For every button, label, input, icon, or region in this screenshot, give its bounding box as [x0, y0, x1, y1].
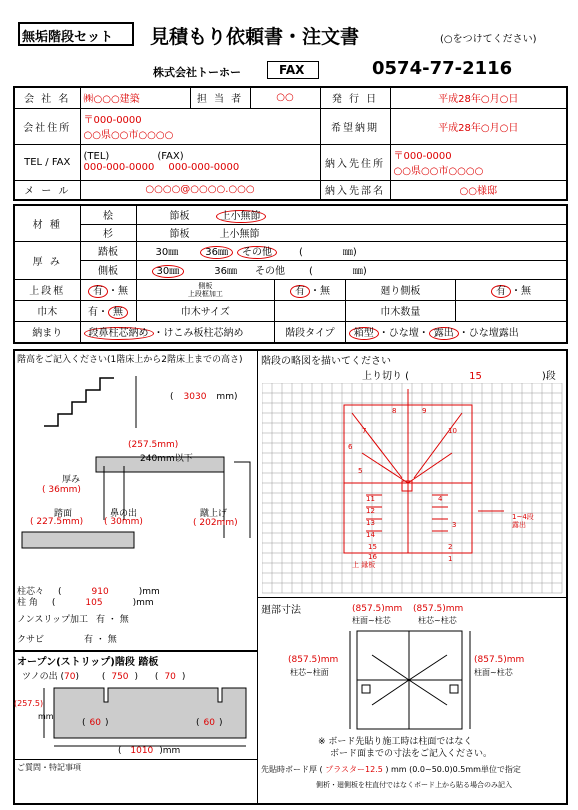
note1: ※ ボード先貼り施工時は柱面ではなく — [318, 737, 473, 747]
t36-a: 36㎜ — [200, 246, 233, 259]
nonslip-opts: 有 ・ 無 — [96, 615, 129, 625]
sonota-b: その他 — [254, 266, 285, 277]
width-value: 1010 — [130, 746, 154, 756]
dot-7: ・ — [418, 328, 429, 340]
t30-b: 30㎜ — [152, 265, 185, 278]
t36-b: 36㎜ — [214, 266, 237, 277]
tsuno-row[interactable]: ツノの出 (70) ( 750 ) ( 70 ) — [22, 672, 186, 682]
paren-h: ( — [170, 392, 174, 402]
type-roshutsu: 露出 — [429, 327, 459, 340]
type-hakogata: 箱型 — [349, 327, 379, 340]
thick-label: 厚み — [62, 475, 81, 485]
open-divider — [13, 650, 257, 652]
sketch-grid[interactable] — [262, 383, 564, 595]
dim-top2[interactable]: (857.5)mm — [413, 604, 464, 614]
board-note: mm (0.0~50.0)0.5mm単位で指定 — [391, 765, 521, 774]
mm-a: ㎜) — [342, 247, 357, 258]
mawari-label: 廻り側板 — [345, 279, 455, 300]
material-label: 材 種 — [14, 205, 80, 241]
mawari-nashi: 無 — [521, 286, 531, 297]
sokuita-kakou-opts[interactable] — [275, 279, 346, 300]
thickness-sokuita-row[interactable] — [136, 260, 567, 279]
corner-row[interactable] — [17, 595, 154, 608]
mawari-opts[interactable] — [456, 279, 568, 300]
right-value: 70 — [164, 672, 176, 682]
sokuita-kakou-label: 側板 上段框加工 — [136, 279, 275, 300]
fumiita-label: 踏板 — [80, 241, 136, 260]
board-row[interactable]: 先貼時ボード厚 ( プラスター12.5 ) mm (0.0~50.0)0.5mm単位で指定 — [261, 765, 521, 774]
zip-value: 〒000-0000 — [83, 115, 142, 126]
desired-date-value[interactable]: 平成28年○月○日 — [390, 108, 567, 144]
person-value[interactable]: ○○ — [250, 87, 320, 108]
osamari-2: けこみ板柱芯納め — [163, 328, 244, 340]
habaki-ari: 有 — [88, 307, 98, 318]
height-value: 3030 — [183, 392, 207, 402]
osamari-opts[interactable] — [80, 321, 275, 343]
height-note: 階高をご記入ください(1階床上から2階床上までの高さ) — [17, 355, 243, 365]
notes-label: ご質問・特記事項 — [17, 763, 81, 772]
habaki-nashi: 無 — [108, 306, 128, 319]
step-number: 10 — [448, 427, 457, 435]
issue-date-label: 発 行 日 — [320, 87, 390, 108]
open-h-mm: mm — [38, 712, 54, 721]
sketch-title: 階段の略図を描いてください — [261, 356, 391, 367]
pillar-mm: )mm — [138, 587, 160, 597]
osamari-1: 段鼻柱芯納め — [84, 327, 154, 340]
telfax-label: TEL / FAX — [14, 144, 80, 180]
mm-b: ㎜) — [352, 266, 367, 277]
step-number: 6 — [348, 443, 353, 451]
step-number: 8 — [392, 407, 397, 415]
width-row[interactable]: ( 1010 )mm — [118, 746, 181, 756]
dim-left-b: 柱芯~柱面 — [290, 668, 329, 677]
spec-table — [13, 204, 568, 344]
agari-opts[interactable] — [80, 279, 136, 300]
sokuita-label: 側板 — [80, 260, 136, 279]
company-name-label: 会 社 名 — [14, 87, 80, 108]
circle-note: (○をつけてください) — [440, 34, 537, 45]
material-sugi-row[interactable] — [136, 224, 567, 241]
habaki-opts[interactable] — [80, 300, 136, 321]
sonota-a: その他 — [237, 246, 277, 259]
step-number: 11 — [366, 495, 375, 503]
delivery-address-label: 納入先住所 — [320, 144, 390, 180]
person-label: 担 当 者 — [190, 87, 250, 108]
tel-tag: (TEL) — [83, 151, 110, 162]
type-hinadan: ひな壇 — [388, 328, 419, 340]
corner-divider — [257, 597, 568, 598]
step-number: 2 — [448, 543, 453, 551]
kakou-ari: 有 — [290, 285, 310, 298]
height-value-wrap[interactable] — [170, 392, 237, 402]
tread-limit: 240mm以下 — [140, 454, 193, 464]
agari-label: 上段框 — [14, 279, 80, 300]
type-hinadan-roshutsu: ひな壇露出 — [468, 328, 519, 340]
board-value: プラスター12.5 — [325, 765, 383, 774]
landing-label: 上 縁板 — [352, 561, 376, 569]
open-h-value[interactable]: (257.5) — [14, 699, 44, 708]
tread-depth[interactable]: (257.5mm) — [128, 440, 179, 450]
address-label: 会社住所 — [14, 108, 80, 144]
dim-top2b: 柱芯~柱芯 — [418, 616, 457, 625]
agari-nashi: 無 — [118, 286, 128, 297]
board-note2: 側析・廻側板を柱直付ではなくボード上から貼る場合のみ記入 — [316, 781, 512, 789]
thickness-fumiita-row[interactable] — [136, 241, 567, 260]
address-cell[interactable] — [80, 108, 320, 144]
fumizura-value[interactable]: ( 227.5mm) — [30, 517, 84, 527]
nosing-label: 鼻の出 — [110, 509, 138, 519]
step-number: 4 — [438, 495, 443, 503]
nobori-row[interactable] — [362, 367, 556, 382]
nobori-label: 上り切り ( — [362, 371, 410, 382]
kyu-label: 1~4段 露出 — [512, 513, 534, 529]
habaki-label: 巾木 — [14, 300, 80, 321]
step-number: 16 — [368, 553, 377, 561]
board-label: 先貼時ボード厚 — [261, 765, 317, 774]
dim-top1[interactable]: (857.5)mm — [352, 604, 403, 614]
pillar-value: 910 — [91, 587, 109, 597]
paren-c: ( — [51, 598, 56, 608]
dim-right[interactable]: (857.5)mm — [474, 655, 525, 665]
open-title: オープン(ストリップ)階段 踏板 — [17, 657, 159, 668]
step-number: 9 — [422, 407, 427, 415]
notch1-value: 60 — [89, 718, 101, 728]
notes-divider — [13, 759, 257, 760]
dot-3: ・ — [511, 286, 521, 297]
habaki-size-label: 巾木サイズ — [136, 300, 275, 321]
set-label: 無垢階段セット — [22, 30, 114, 45]
thick-value[interactable]: ( 36mm) — [42, 485, 81, 495]
notch2-value: 60 — [203, 718, 215, 728]
fax-label: FAX — [279, 63, 305, 77]
dot-4: ・ — [98, 307, 108, 318]
pillar-label: 柱芯々 — [17, 587, 45, 597]
company-name: 株式会社トーホー — [153, 66, 241, 79]
thickness-label: 厚 み — [14, 241, 80, 279]
note2: ボード面までの寸法をご記入ください。 — [330, 749, 493, 759]
material-hinoki-row[interactable] — [136, 205, 567, 224]
fax-value: 000-000-0000 — [168, 162, 240, 173]
corner-label: 柱 角 — [17, 598, 38, 608]
delivery-name-label: 納入先部名 — [320, 180, 390, 200]
corner-title: 廻部寸法 — [261, 605, 301, 616]
step-number: 13 — [366, 519, 375, 527]
desired-date-label: 希望納期 — [320, 108, 390, 144]
step-number: 15 — [368, 543, 377, 551]
step-number: 14 — [366, 531, 375, 539]
kusabi-row[interactable] — [17, 632, 117, 645]
step-number: 12 — [366, 507, 375, 515]
sugi: 杉 — [80, 224, 136, 241]
dim-left[interactable]: (857.5)mm — [288, 655, 339, 665]
step-number: 5 — [358, 467, 363, 475]
delivery-address: ○○県○○市○○○○ — [393, 166, 484, 177]
dim-top1b: 柱面~柱芯 — [352, 616, 391, 625]
mid-value: 750 — [111, 672, 129, 682]
dim-right-b: 柱面~柱芯 — [474, 668, 513, 677]
step-number: 1 — [448, 555, 453, 563]
fushi-1: 節板 — [169, 211, 190, 223]
fumizura-label: 踏面 — [54, 509, 73, 519]
jo-koubushi-2: 上小無節 — [219, 229, 260, 240]
paren-a: ( — [298, 247, 303, 258]
agari-ari: 有 — [88, 285, 108, 298]
dot-1: ・ — [108, 286, 118, 297]
height-mm: mm) — [216, 392, 238, 402]
dot-6: ・ — [378, 328, 389, 340]
info-table — [13, 86, 568, 201]
type-opts[interactable] — [345, 321, 567, 343]
dot-5: ・ — [153, 328, 164, 340]
corner-mm: )mm — [132, 598, 154, 608]
kusabi-label: クサビ — [17, 635, 45, 645]
delivery-zip: 〒000-0000 — [393, 151, 452, 162]
type-label: 階段タイプ — [275, 321, 346, 343]
nosing-value[interactable]: ( 30mm) — [104, 517, 143, 527]
mawari-ari: 有 — [491, 285, 511, 298]
t30-a: 30㎜ — [155, 247, 179, 258]
rise-label: 蹴上げ — [200, 509, 228, 519]
paren-p: ( — [58, 587, 62, 597]
address-value: ○○県○○市○○○○ — [83, 130, 174, 141]
notch2-row[interactable]: ( 60 ) — [196, 718, 223, 728]
nobori-value: 15 — [469, 371, 482, 382]
corner-svg — [262, 625, 562, 735]
delivery-name-value[interactable]: ○○様邸 — [390, 180, 567, 200]
fax-tag: (FAX) — [157, 151, 184, 162]
delivery-address-cell[interactable] — [390, 144, 567, 180]
lower-divider — [257, 349, 258, 805]
issue-date-value[interactable]: 平成28年○月○日 — [390, 87, 567, 108]
dan-label: )段 — [541, 371, 556, 382]
dot-2: ・ — [309, 286, 320, 297]
fushi-2: 節板 — [169, 229, 190, 240]
kakou-nashi: 無 — [319, 286, 330, 297]
step-number: 3 — [452, 521, 457, 529]
habaki-qty-value[interactable] — [456, 300, 568, 321]
notch1-row[interactable]: ( 60 ) — [82, 718, 109, 728]
step-number: 7 — [362, 427, 367, 435]
document-title: 見積もり依頼書・注文書 — [150, 26, 360, 48]
nonslip-label: ノンスリップ加工 — [17, 615, 89, 625]
nonslip-row[interactable] — [17, 612, 129, 625]
corner-value: 105 — [85, 598, 103, 608]
habaki-qty-label: 巾木数量 — [345, 300, 455, 321]
habaki-size-value[interactable] — [275, 300, 346, 321]
tsuno-label: ツノの出 — [22, 672, 58, 682]
osamari-label: 納まり — [14, 321, 80, 343]
paren-b: ( — [308, 266, 313, 277]
tsuno-value: 70 — [64, 672, 76, 682]
kusabi-opts: 有 ・ 無 — [84, 635, 117, 645]
dot-8: ・ — [458, 328, 469, 340]
hinoki: 桧 — [80, 205, 136, 224]
rise-value[interactable]: ( 202mm) — [193, 518, 238, 528]
fax-number: 0574-77-2116 — [372, 58, 513, 79]
telfax-cell[interactable] — [80, 144, 320, 180]
mail-label: メ ー ル — [14, 180, 80, 200]
mail-value[interactable]: ○○○○@○○○○.○○○ — [80, 180, 320, 200]
tel-value: 000-000-0000 — [83, 162, 155, 173]
jo-koubushi-1: 上小無節 — [216, 210, 266, 223]
company-name-value[interactable]: ㈱○○○建築 — [80, 87, 190, 108]
